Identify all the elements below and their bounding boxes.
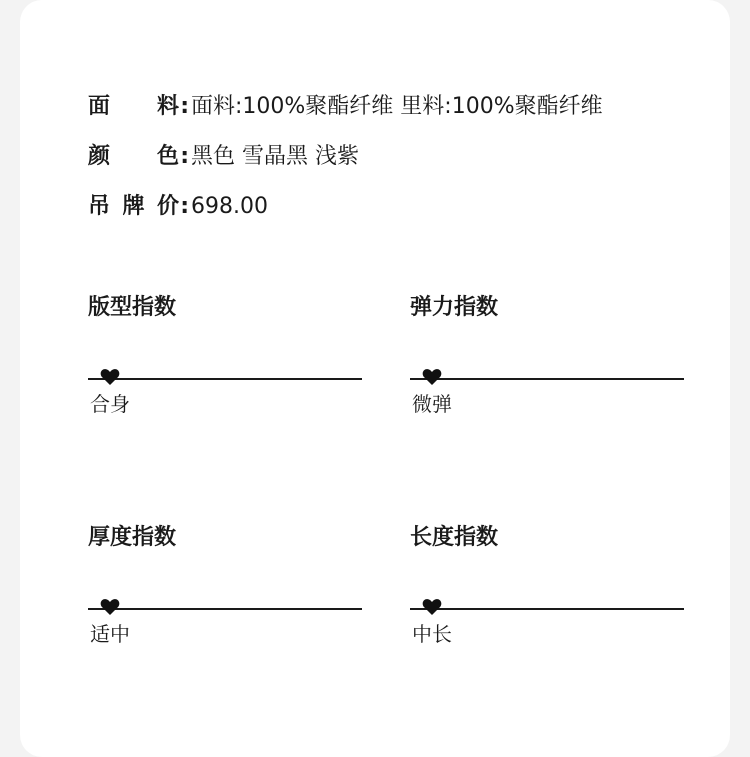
spec-row-price [88,192,268,222]
index-title: 版型指数 [88,295,177,320]
spec-label-colon: : [180,194,189,219]
spec-value-color: 黑色 雪晶黑 浅紫 [191,144,359,169]
spec-label-price [88,192,191,222]
index-block-fit [88,293,362,416]
index-title: 长度指数 [410,525,499,550]
spec-row-color [88,142,359,172]
index-block-elasticity [410,293,684,416]
spec-label-colon: : [180,94,189,119]
spec-label-char: 料 [156,94,179,119]
index-value: 微弹 [412,392,452,416]
heart-icon [100,368,120,386]
spec-label-char: 价 [156,194,179,219]
index-scale-line [410,608,684,610]
index-value: 合身 [90,392,130,416]
index-title: 弹力指数 [410,295,499,320]
spec-row-fabric [88,92,603,122]
spec-value-fabric: 面料:100%聚酯纤维 里料:100%聚酯纤维 [191,94,603,119]
spec-label-char: 色 [156,144,179,169]
index-title: 厚度指数 [88,525,177,550]
spec-value-price: 698.00 [191,194,268,219]
index-value: 适中 [90,622,130,646]
spec-label-char: 面 [88,94,111,119]
spec-label-fabric [88,92,191,122]
heart-icon [100,598,120,616]
heart-icon [422,368,442,386]
spec-label-color [88,142,191,172]
index-block-length [410,523,684,646]
spec-label-colon: : [180,144,189,169]
index-scale-line [88,378,362,380]
spec-label-char: 牌 [122,194,145,219]
index-scale-line [410,378,684,380]
index-block-thickness [88,523,362,646]
spec-label-char: 吊 [88,194,111,219]
index-value: 中长 [412,622,452,646]
index-scale-line [88,608,362,610]
spec-label-char: 颜 [88,144,111,169]
heart-icon [422,598,442,616]
